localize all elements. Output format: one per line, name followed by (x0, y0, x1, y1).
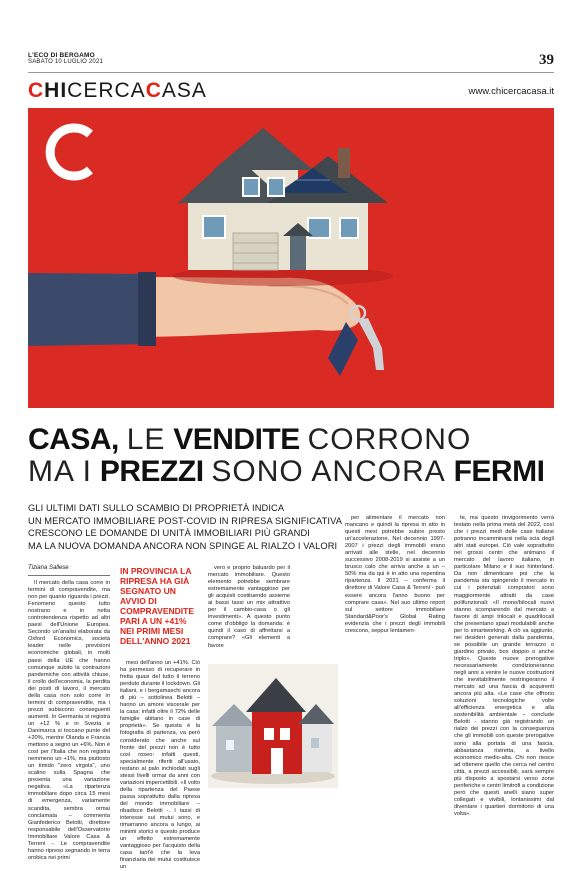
article-paragraph: mesi dell'anno un +41%. Ciò ha permesso di recuperare in fretta quasi del tutto il terreno perduto durante il lockdown. Gli italiani, e i bergamaschi ancora di più – sottolinea Belotti – hanno un amore viscerale per la casa: infatti oltre il 72% delle famiglie abitano in case di proprietà». Se questa è la fotografia di partenza, va però considerato che anche sul fronte del prezzi non è tutto così roseo: infatti questi, specialmente riferiti all'usato, restano al palo inchiodati sugli stessi livelli ormai da anni con variazioni impercettibili. «Il volto della ripartenza del Paese passa soprattutto dalla ripresa del mondo immobiliare – ribadisce Belotti -. I tassi di interesse sui mutui sono, e rimarranno ancora a lungo, ai minimi storici e questo produce un effetto estremamente vantaggioso per l'acquisto della casa tant'è che la leva finanziaria dei mutui costituisce un (120, 660, 200, 871)
deck-line: MA LA NUOVA DOMANDA ANCORA NON SPINGE AL RIALZO I VALORI (28, 540, 338, 551)
byline: Tiziana Sallese (28, 565, 69, 571)
top-rule (28, 72, 554, 73)
article-column-1 (28, 580, 110, 862)
article-column-5 (454, 515, 554, 818)
headline-word-vendite: VENDITE (173, 423, 300, 456)
section-title-hi: HI (44, 79, 68, 102)
headline-word-casa: CASA, (28, 423, 119, 456)
article-paragraph: per alimentare il mercato non mancano e quindi la ripresa in atto in questi mesi potrebbe subire presto un'accelerazione. Nel decennio 1997-2007 i prezzi degli immobili erano arrivati alle stelle, nel decennio successivo 2008-2019 si assiste a un brusco calo che arriva anche a un – 50% ma da qui è in atto una repentina ripartenza. Il 2021 – conferma il direttore di Valore Casa & Terreni - può essere ancora l'anno buono per comprare casa». Nel suo ultimo report sul settore immobiliare Standard&Poor's Global Rating evidenzia che i prezzi degli immobili crescono, seppur lentamen- (345, 515, 445, 634)
house-models-photo (208, 664, 338, 788)
paper-name: L'ECO DI BERGAMO (28, 52, 95, 59)
page-number: 39 (539, 52, 554, 68)
byline-rule (28, 575, 110, 576)
deck-line: GLI ULTIMI DATI SULLO SCAMBIO DI PROPRIETÀ INDICA (28, 503, 285, 513)
article-paragraph: Il mercato della casa corre in termini di compravendite, ma non per quanto riguarda i prezzi. Fenomeno questo tutto nostrano e in netta controtendenza rispetto ad altri paesi dell'Unione Europea. Secondo un'analisi elaborata da Oxford Economics, società leader nelle previsioni economiche globali, in molti paesi della UE che hanno comunque subito la contrazioni pandemiche con attività chiuse, il crollo dell'economia, la perdita dei posti di lavoro, il mercato della casa non solo corre in termini di compravendite, ma i prezzi subiscono conseguenti aumenti. In Germania si registra un +12 % e in Svezia e Danimarca si toccano punte del +20%, mentre Olanda e Francia mettono a segno un +6%. Non è così per l'Italia che non registra nemmeno un +1%, ma piuttosto un timido "zero virgola", uno scalino sulla Spagna che presenta una variazione negativa. «La ripartenza immobiliare dopo circa 15 mesi di emergenza, variamente scandita, sembra ormai conclamata – commenta Gianfederico Belotti, direttore responsabile dell'Osservatorio Immobiliare Valore Casa & Terreni -. Le compravendite hanno ripreso segnando in terra orobica nei primi (28, 580, 110, 861)
section-title-asa: ASA (161, 79, 207, 102)
headline-word-ma-i: MA I (28, 455, 93, 488)
headline-word-sono-ancora: SONO ANCORA (211, 455, 446, 488)
headline-word-fermi: FERMI (453, 455, 545, 488)
headline-line-1 (28, 424, 554, 456)
headline-line-2 (28, 456, 554, 488)
letter-c-logo (40, 120, 104, 184)
headline-word-corrono: CORRONO (307, 423, 472, 456)
hero-illustration (28, 108, 554, 408)
article-column-2 (120, 660, 200, 871)
article-column-3 (208, 565, 290, 650)
section-title-cerca: CERCA (67, 79, 146, 102)
issue-date: SABATO 10 LUGLIO 2021 (28, 59, 104, 65)
deck-line: UN MERCATO IMMOBILIARE POST-COVID IN RIPRESA SIGNIFICATIVA (28, 515, 343, 526)
section-title-c1: C (28, 79, 45, 102)
article-paragraph: te, ma questo rinvigorimento verrà testato nella prima metà del 2022, così che i prezzi medi delle case italiane potranno incamminarsi nella scia degli altri stati europei. Ciò vale soprattutto nei grossi centri che animano il mercato del lavoro italiano, in particolare Milano e il suo hinterland. Da non dimenticare poi che la pandemia sta spingendo il mercato in cui i potenziali compratori sono maggiormente attratti da case polifunzionali: «Il mono/bilocali nuovi stanno scomparendo dal mercato a favore di ampi trilocali e quadrilocali che presentano spazi modulabili anche per lo smartworking. A ciò va aggiunto, nei desideri generati dalla pandemia, se possibile un grande terrazzo o giardino privato, box doppio o anche triplo». Queste nuove prerogative necessariamente condizioneranno negli anni a venire le nuove costruzioni che inevitabilmente restringeranno il mercato ad una fascia di acquirenti ancora più alta. «Le case che offrono soluzioni tecnologiche volte all'efficienza energetica e alla sostenibilità ambientale – conclude Belotti - stanno già registrando un rialzo dei prezzi con la conseguenza che gli immobili con queste prerogative sono alla portata di una fascia, abbastanza ristretta, a livello economico medio-alta. Chi non riesce ad ottenere quello che cerca nel centro città, a prezzi accessibili, sarà sempre più disposto a spostarsi verso zone periferiche e centri limitrofi a condizione però che questi anelli siano super collegati e vivibili, lontanissimi dal diventare i quartieri dormitorio di una volta». (454, 515, 554, 817)
headline-word-le: LE (126, 423, 166, 456)
article-column-4 (345, 515, 445, 635)
masthead (28, 52, 103, 66)
pull-quote: IN PROVINCIA LA RIPRESA HA GIÀ SEGNATO UN AVVIO DI COMPRAVENDITE PARI A UN +41% NEI PRIMI MESI DELL'ANNO 2021 (120, 566, 194, 646)
deck-line: CRESCONO LE DOMANDE DI UNITÀ IMMOBILIARI PIÙ GRANDI (28, 528, 310, 538)
section-title-c2: C (145, 79, 162, 102)
headline-word-prezzi: PREZZI (99, 455, 204, 488)
article-paragraph: vero e proprio baluardo per il mercato immobiliare. Questo elemento potrebbe sembrare estremamente vantaggioso per gli acquisti costituendo assieme ai bassi tassi un mix attrattivo per il cambio-casa o gli investimenti». A questo punto come d'obbligo la domanda: è quindi il caso di affrettarsi a comprare? «Gli elementi a favore (208, 565, 290, 649)
deck (28, 502, 343, 552)
section-title (28, 80, 207, 102)
section-url: www.chicercacasa.it (468, 86, 554, 97)
